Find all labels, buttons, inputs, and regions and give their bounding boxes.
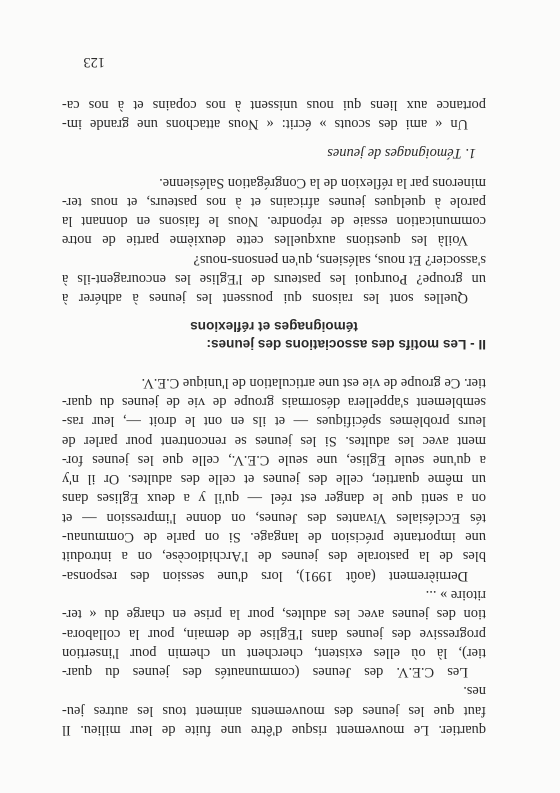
text-line: bles de la pastorale des jeunes de l'Archidiocèse, on a introduit	[62, 548, 486, 565]
paragraph-4	[62, 249, 486, 307]
paragraph-1	[62, 681, 486, 739]
paragraph-5	[62, 172, 486, 249]
text-line: Voilà les questions auxquelles cette deuxième partie de notre	[62, 232, 468, 249]
text-line: Dernièrement (août 1991), lors d'une session des responsa-	[62, 567, 468, 584]
text-line: quartier. Le mouvement risque d'être une fuite de leur milieu. Il	[62, 722, 486, 738]
text-line: leurs problèmes spécifiques — et ils en ont le droit —, leur ras-	[62, 413, 486, 430]
section-heading-subtitle: témoignages et réflexions	[190, 319, 358, 335]
text-line: Quelles sont les raisons qui poussent les jeunes à adhérer à	[62, 290, 468, 307]
text-line: ment avec les adultes. Si les jeunes se rencontrent pour parler de	[62, 432, 486, 449]
text-line: un même quartier, celle des jeunes et celle des adultes. Or il n'y	[62, 471, 486, 488]
paragraph-6	[62, 94, 486, 133]
text-body	[62, 94, 486, 739]
text-line: tés Ecclésiales Vivantes des Jeunes, on donne l'impression — et	[62, 509, 486, 526]
text-line: Les C.E.V. des Jeunes (communautés des jeunes du quar-	[62, 664, 468, 681]
text-line: un groupe? Pourquoi les pasteurs de l'Eglise les encouragent-ils à	[62, 271, 486, 288]
text-line: communication essaie de répondre. Nous le faisons en donnant la	[62, 213, 486, 230]
text-line: parole à quelques jeunes africains et à nos pasteurs, et nous ter-	[62, 193, 486, 210]
text-line: on a senti que le danger est réel — qu'il y a deux Eglises dans	[62, 490, 486, 507]
paragraph-3	[62, 372, 486, 584]
text-line: ritoire » ...	[425, 586, 486, 603]
text-line: nes.	[463, 683, 486, 700]
paragraph-2	[62, 585, 486, 681]
section-heading: II - Les motifs des associations des jeunes:	[206, 337, 486, 353]
text-line: Un « ami des scouts » écrit: « Nous attachons une grande im-	[62, 115, 468, 132]
text-line: faut que les jeunes des mouvements animent tous les autres jeu-	[62, 702, 486, 719]
text-line: minerons par la réflexion de la Congrégation Salésienne.	[159, 174, 486, 191]
page-number: 123	[83, 54, 105, 70]
text-line: tion des jeunes avec les adultes, pour la prise en charge du « ter-	[62, 606, 486, 623]
text-line: une importante précision de langage. Si on parle de Communau-	[62, 529, 486, 546]
text-line: a qu'une seule Eglise, une seule C.E.V., celle que les jeunes for-	[62, 451, 486, 468]
text-line: tier. Ce groupe de vie est une articulation de l'unique C.E.V.	[141, 374, 486, 391]
text-line: tier), là où elles existent, cherchent un chemin pour l'insertion	[62, 644, 486, 661]
text-line: progressive des jeunes dans l'Eglise de demain, pour la collabora-	[62, 625, 486, 642]
subsection-heading: 1. Témoignages de jeunes	[327, 145, 476, 162]
text-line: semblement s'appellera désormais groupe de vie de jeunes du quar-	[62, 393, 486, 410]
text-line: portance aux liens qui nous unissent à nos copains et à nos ca-	[62, 96, 486, 113]
text-line: s'associer? Et nous, salésiens, qu'en pensons-nous?	[193, 251, 486, 268]
